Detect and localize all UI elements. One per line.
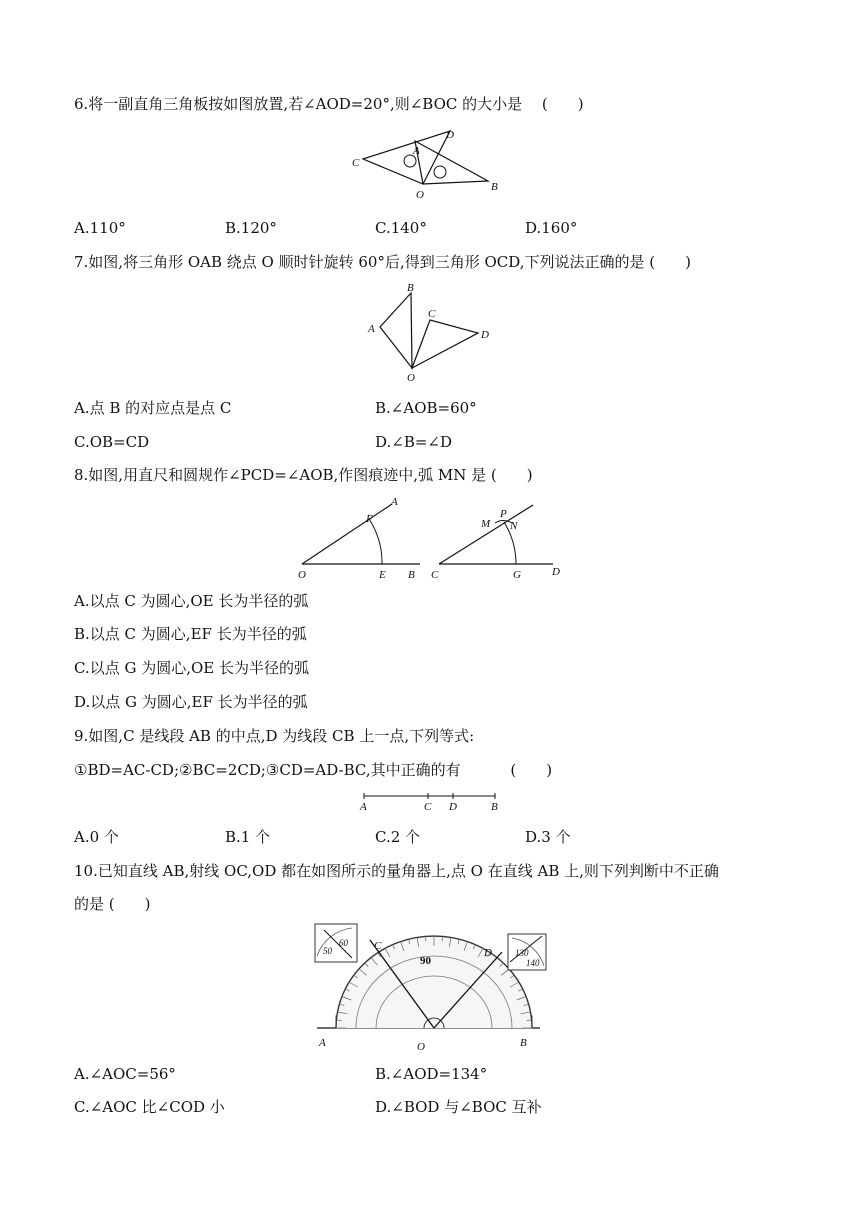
q10-stem-line1: 10.已知直线 AB,射线 OC,OD 都在如图所示的量角器上,点 O 在直线 AB 上,则下列判断中不正确 [74, 862, 719, 880]
q10-label-C: C [374, 940, 382, 952]
q10-label-O: O [417, 1041, 425, 1053]
q7-stem: 7.如图,将三角形 OAB 绕点 O 顺时针旋转 60°后,得到三角形 OCD,下列说法正确的是 ( ) [74, 253, 692, 271]
q6-option-b: B.120° [225, 219, 277, 237]
q8-option-d: D.以点 G 为圆心,EF 长为半径的弧 [74, 693, 308, 711]
q6-option-a: A.110° [74, 219, 126, 237]
q9-option-d: D.3 个 [525, 828, 571, 846]
q10-protractor-figure [312, 922, 552, 1052]
q9-label-A: A [360, 801, 367, 813]
q7-option-d: D.∠B=∠D [375, 433, 453, 451]
q9-stem-line1: 9.如图,C 是线段 AB 的中点,D 为线段 CB 上一点,下列等式: [74, 727, 475, 745]
q10-zoom-right-140: 140 [526, 958, 540, 968]
q8-label-F: F [366, 513, 373, 525]
q8-label-G: G [513, 569, 521, 581]
q8-label-D: D [552, 566, 560, 578]
q10-option-d: D.∠BOD 与∠BOC 互补 [375, 1098, 542, 1116]
q7-figure [362, 280, 502, 390]
q6-option-d: D.160° [525, 219, 578, 237]
q7-label-C: C [428, 308, 436, 320]
q7-option-c: C.OB=CD [74, 433, 150, 451]
q8-label-E: E [379, 569, 386, 581]
q10-label-A: A [319, 1037, 326, 1049]
q9-stem-line2: ①BD=AC-CD;②BC=2CD;③CD=AD-BC,其中正确的有 ( ) [74, 761, 553, 779]
q6-label-A: A [413, 145, 420, 157]
q8-label-A: A [391, 496, 398, 508]
q10-protractor-90: 90 [420, 955, 431, 967]
q6-label-B: B [491, 181, 498, 193]
q9-option-c: C.2 个 [375, 828, 421, 846]
q8-label-M: M [481, 518, 491, 530]
q8-label-C: C [431, 569, 439, 581]
q7-option-b: B.∠AOB=60° [375, 399, 477, 417]
q7-label-A: A [368, 323, 375, 335]
q8-option-b: B.以点 C 为圆心,EF 长为半径的弧 [74, 625, 307, 643]
q7-label-D: D [481, 329, 489, 341]
q6-label-C: C [352, 157, 360, 169]
q9-label-C: C [424, 801, 432, 813]
q7-label-O: O [407, 372, 415, 384]
q10-label-B: B [520, 1037, 527, 1049]
q10-stem-line2: 的是 ( ) [74, 895, 151, 913]
q10-option-c: C.∠AOC 比∠COD 小 [74, 1098, 225, 1116]
q6-option-c: C.140° [375, 219, 427, 237]
q8-label-O: O [298, 569, 306, 581]
q8-label-B: B [408, 569, 415, 581]
q9-label-D: D [449, 801, 457, 813]
q10-option-a: A.∠AOC=56° [74, 1065, 176, 1083]
q6-label-D: D [446, 129, 454, 141]
q10-zoom-right-130: 130 [515, 948, 529, 958]
q8-stem: 8.如图,用直尺和圆规作∠PCD=∠AOB,作图痕迹中,弧 MN 是 ( ) [74, 466, 533, 484]
q8-option-a: A.以点 C 为圆心,OE 长为半径的弧 [74, 592, 309, 610]
q8-option-c: C.以点 G 为圆心,OE 长为半径的弧 [74, 659, 310, 677]
q6-label-O: O [416, 189, 424, 201]
q8-label-N: N [510, 520, 518, 532]
q9-option-b: B.1 个 [225, 828, 271, 846]
q7-label-B: B [407, 282, 414, 294]
q9-figure [356, 790, 506, 816]
q10-zoom-left-60: 60 [339, 938, 348, 948]
q8-label-P: P [500, 508, 507, 520]
q10-zoom-left-50: 50 [323, 946, 332, 956]
q8-figure [295, 492, 585, 582]
q9-label-B: B [491, 801, 498, 813]
q10-option-b: B.∠AOD=134° [375, 1065, 488, 1083]
q6-stem: 6.将一副直角三角板按如图放置,若∠AOD=20°,则∠BOC 的大小是 ( ) [74, 95, 584, 113]
q9-option-a: A.0 个 [74, 828, 119, 846]
q7-option-a: A.点 B 的对应点是点 C [74, 399, 232, 417]
q10-label-D: D [484, 947, 492, 959]
q6-figure [352, 124, 515, 204]
